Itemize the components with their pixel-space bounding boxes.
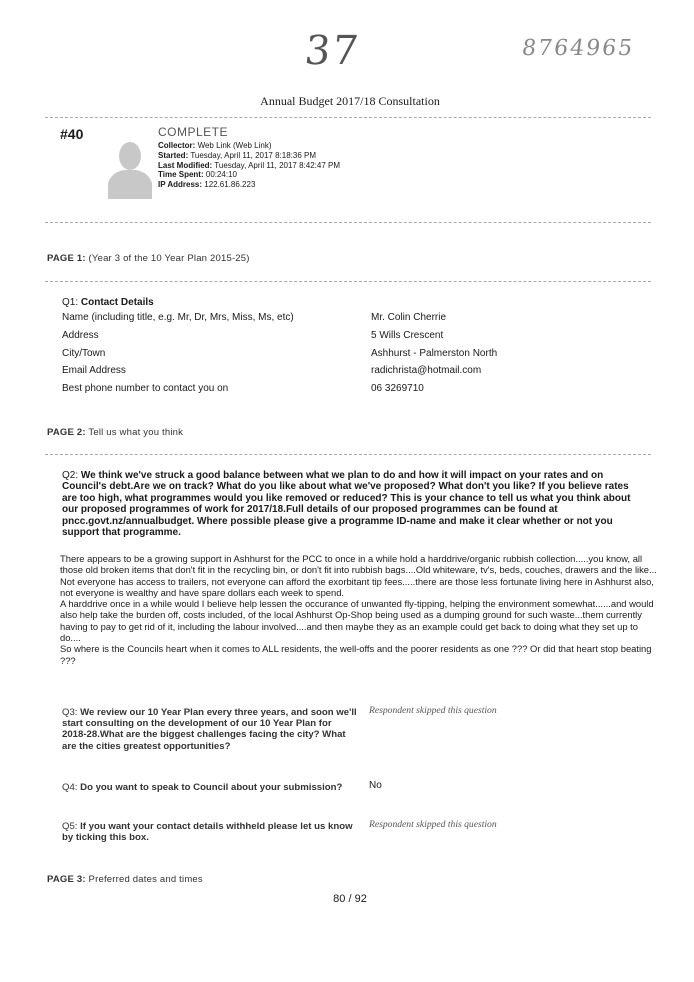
q2-answer: There appears to be a growing support in Ashhurst for the PCC to once in a while hold a harddrive/organic rubbish collection.....you know, all those old broken items that don't fit in the recycling bin, or don't fit into rubbish bags....Old whiteware, tv's, beds, couches, drawers and the like... Not everyone has access to trailers, not everyone can afford the exorbitant tip fees.....there are those less fortunate living here in Ashhurst also, not everyone is wealthy and have spare dollars each week to spend. A harddrive once in a while would I believe help lessen the occurance of unwanted fly-tipping, helping the environment somewhat......and would also help take the burden off, costs included, of the local Ashhurst Op-Shop being used as a dumping ground for such waste...them currently having to pay to get rid of it, including the labour involved....and then maybe they as an example could get back to doing what they set up to do.... So where is the Councils heart when it comes to ALL residents, the well-offs and the poorer residents as one ??? Or did that heart stop beating ??? — [60, 553, 657, 666]
avatar-placeholder-icon — [108, 139, 152, 199]
contact-row-email: Email Address radichrista@hotmail.com — [62, 365, 482, 376]
contact-row-name: Name (including title, e.g. Mr, Dr, Mrs, Miss, Ms, etc) Mr. Colin Cherrie — [62, 312, 447, 323]
meta-collector: Collector: Web Link (Web Link) — [158, 141, 272, 150]
handwritten-id-number: 8764965 — [520, 36, 636, 61]
document-title: Annual Budget 2017/18 Consultation — [260, 94, 440, 108]
q4-question: Q4: Do you want to speak to Council about your submission? — [62, 782, 343, 793]
response-status: COMPLETE — [158, 125, 229, 139]
divider — [45, 281, 651, 282]
page-number-footer: 80 / 92 — [333, 893, 367, 905]
q4-answer: No — [369, 780, 382, 791]
q5-answer: Respondent skipped this question — [369, 819, 497, 830]
meta-started: Started: Tuesday, April 11, 2017 8:18:36 PM — [158, 150, 317, 160]
meta-last-modified: Last Modified: Tuesday, April 11, 2017 8:42:47 PM — [158, 160, 341, 170]
meta-ip-address: IP Address: 122.61.86.223 — [158, 180, 256, 190]
page-2-header: PAGE 2: Tell us what you think — [47, 427, 184, 438]
response-meta — [158, 141, 340, 190]
q3-question: Q3: We review our 10 Year Plan every three years, and soon we'll start consulting on the development of our 10 Year Plan for 2018-28.What are the biggest challenges facing the city? What are the cities greatest opportunities? — [62, 707, 357, 752]
contact-row-address: Address 5 Wills Crescent — [62, 330, 444, 341]
q3-answer: Respondent skipped this question — [369, 705, 497, 716]
page-3-header: PAGE 3: Preferred dates and times — [47, 874, 203, 885]
contact-row-city: City/Town Ashhurst - Palmerston North — [62, 348, 498, 359]
contact-row-phone: Best phone number to contact you on 06 3269710 — [62, 383, 424, 394]
divider — [45, 222, 651, 223]
q1-title: Q1: Contact Details — [62, 297, 154, 308]
q2-question: Q2: We think we've struck a good balance between what we plan to do and how it will impact on your rates and on Council's debt.Are we on track? What do you like about what we've proposed? What don't you like? If you believe rates are too high, what programmes would you like removed or reduced? This is your chance to tell us what you think about our proposed programmes of work for 2017/18.Full details of our proposed programmes can be found at pncc.govt.nz/annualbudget. Where possible please give a programme ID-name and make it clear whether or not you support that programme. — [62, 470, 631, 539]
divider — [45, 454, 651, 455]
q5-question: Q5: If you want your contact details withheld please let us know by ticking this box. — [62, 821, 353, 844]
meta-time-spent: Time Spent: 00:24:10 — [158, 170, 238, 180]
divider — [45, 117, 651, 118]
response-number: #40 — [60, 126, 84, 142]
handwritten-page-number: 37 — [302, 28, 363, 74]
page-1-header: PAGE 1: (Year 3 of the 10 Year Plan 2015-25) — [47, 253, 250, 264]
